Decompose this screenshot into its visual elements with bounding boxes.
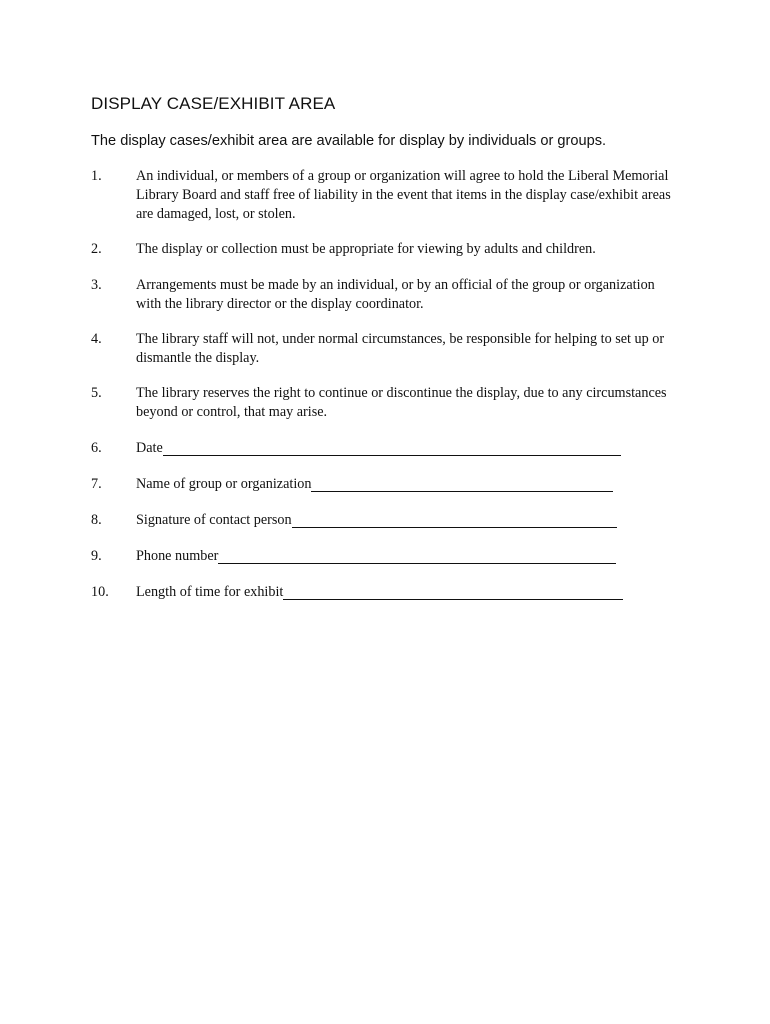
item-text: An individual, or members of a group or organization will agree to hold the Liberal Memorial Library Board and staff free of liability in the event that items in the display case/exhibit areas are damaged, lost, or stolen.: [136, 168, 671, 222]
field-label: Phone number: [136, 548, 219, 564]
exhibit-length-field[interactable]: [283, 584, 623, 600]
item-number: 4.: [91, 331, 102, 347]
field-label: Length of time for exhibit: [136, 584, 284, 600]
field-label: Signature of contact person: [136, 512, 292, 528]
item-number: 8.: [91, 512, 102, 528]
group-name-field[interactable]: [311, 476, 613, 492]
item-number: 6.: [91, 440, 102, 456]
item-text: The library reserves the right to continue or discontinue the display, due to any circumstances beyond or control, that may arise.: [136, 385, 667, 420]
field-label: Name of group or organization: [136, 476, 312, 492]
item-number: 10.: [91, 584, 109, 600]
item-number: 2.: [91, 241, 102, 257]
item-number: 3.: [91, 277, 102, 293]
item-text: Arrangements must be made by an individual, or by an official of the group or organization with the library director or the display coordinator.: [136, 277, 655, 312]
item-number: 9.: [91, 548, 102, 564]
item-text: The display or collection must be appropriate for viewing by adults and children.: [136, 241, 596, 257]
field-label: Date: [136, 440, 163, 456]
item-number: 1.: [91, 168, 102, 184]
intro-paragraph: The display cases/exhibit area are available for display by individuals or groups.: [91, 133, 607, 149]
date-field[interactable]: [163, 440, 621, 456]
item-text: The library staff will not, under normal circumstances, be responsible for helping to set up or dismantle the display.: [136, 331, 665, 366]
item-number: 7.: [91, 476, 102, 492]
phone-number-field[interactable]: [218, 548, 616, 564]
signature-field[interactable]: [292, 512, 617, 528]
page-title: DISPLAY CASE/EXHIBIT AREA: [91, 94, 336, 113]
item-number: 5.: [91, 385, 102, 401]
